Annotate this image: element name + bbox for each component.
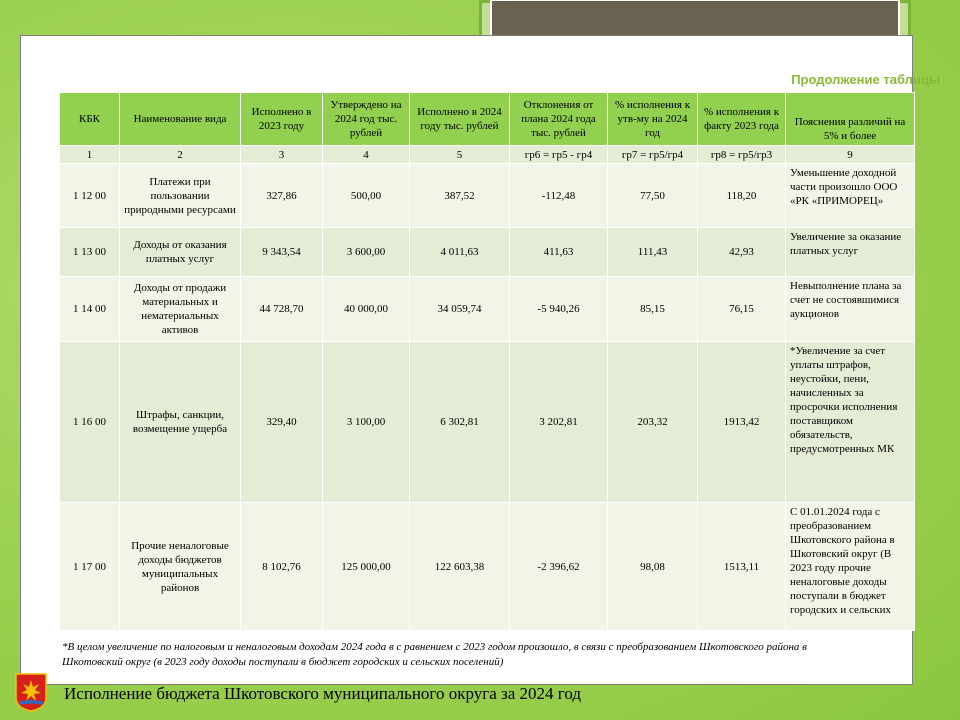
table-cell: 1913,42 bbox=[698, 342, 786, 503]
column-number: 4 bbox=[323, 146, 410, 164]
table-cell: 1 17 00 bbox=[60, 503, 120, 631]
column-number: гр7 = гр5/гр4 bbox=[608, 146, 698, 164]
table-cell: 1 16 00 bbox=[60, 342, 120, 503]
table-cell: 387,52 bbox=[410, 164, 510, 228]
table-row bbox=[60, 277, 915, 342]
table-cell: Штрафы, санкции, возмещение ущерба bbox=[120, 342, 241, 503]
table-cell: 411,63 bbox=[510, 228, 608, 277]
table-cell: 42,93 bbox=[698, 228, 786, 277]
budget-table bbox=[59, 92, 915, 631]
table-cell: 329,40 bbox=[241, 342, 323, 503]
column-number: 3 bbox=[241, 146, 323, 164]
table-cell: Доходы от продажи материальных и нематериальных активов bbox=[120, 277, 241, 342]
table-cell: Платежи при пользовании природными ресурсами bbox=[120, 164, 241, 228]
table-cell: 3 600,00 bbox=[323, 228, 410, 277]
column-number: гр8 = гр5/гр3 bbox=[698, 146, 786, 164]
page-title: Исполнение бюджета Шкотовского муниципального округа за 2024 год bbox=[64, 684, 581, 703]
table-cell: 44 728,70 bbox=[241, 277, 323, 342]
footnote: *В целом увеличение по налоговым и неналоговым доходам 2024 года в с равнением с 2023 годом произошло, в связи с преобразованием Шкотовского района в Шкотовский округ (в 2023 году доходы поступали в бюджет городских и сельских поселений) bbox=[62, 641, 807, 668]
column-number: гр6 = гр5 - гр4 bbox=[510, 146, 608, 164]
table-cell: 1 12 00 bbox=[60, 164, 120, 228]
table-cell: -112,48 bbox=[510, 164, 608, 228]
table-cell: 34 059,74 bbox=[410, 277, 510, 342]
table-cell: 77,50 bbox=[608, 164, 698, 228]
table-cell: -5 940,26 bbox=[510, 277, 608, 342]
table-cell: 203,32 bbox=[608, 342, 698, 503]
header-cell: % исполнения к утв-му на 2024 год bbox=[608, 93, 698, 146]
table-row bbox=[60, 342, 915, 503]
header-cell: Исполнено в 2023 году bbox=[241, 93, 323, 146]
table-cell: 6 302,81 bbox=[410, 342, 510, 503]
header-cell: КБК bbox=[60, 93, 120, 146]
table-cell: 98,08 bbox=[608, 503, 698, 631]
explanation-cell: С 01.01.2024 года с преобразованием Шкотовского района в Шкотовский округ (В 2023 году прочие неналоговые доходы поступали в бюджет городских и сельских bbox=[786, 503, 915, 631]
coat-of-arms-icon bbox=[14, 672, 48, 712]
column-number: 1 bbox=[60, 146, 120, 164]
header-cell: Утверждено на 2024 год тыс. рублей bbox=[323, 93, 410, 146]
table-cell: 76,15 bbox=[698, 277, 786, 342]
explanation-cell: Увеличение за оказание платных услуг bbox=[786, 228, 915, 277]
table-cell: 3 202,81 bbox=[510, 342, 608, 503]
explanation-cell: Невыполнение плана за счет не состоявшимися аукционов bbox=[786, 277, 915, 342]
header-cell: Пояснения различий на 5% и более bbox=[786, 93, 915, 146]
column-number: 2 bbox=[120, 146, 241, 164]
header-cell: % исполнения к факту 2023 года bbox=[698, 93, 786, 146]
explanation-cell: *Увеличение за счет уплаты штрафов, неустойки, пени, начисленных за просрочки исполнения поставщиком обязательств, предусмотренных МК bbox=[786, 342, 915, 503]
table-cell: 85,15 bbox=[608, 277, 698, 342]
header-row bbox=[60, 93, 915, 146]
header-cell: Отклонения от плана 2024 года тыс. рублей bbox=[510, 93, 608, 146]
table-cell: 1 13 00 bbox=[60, 228, 120, 277]
table-cell: 1513,11 bbox=[698, 503, 786, 631]
explanation-cell: Уменьшение доходной части произошло ООО «РК «ПРИМОРЕЦ» bbox=[786, 164, 915, 228]
table-cell: 500,00 bbox=[323, 164, 410, 228]
header-cell: Наименование вида bbox=[120, 93, 241, 146]
table-cell: 4 011,63 bbox=[410, 228, 510, 277]
table-cell: 125 000,00 bbox=[323, 503, 410, 631]
column-number-row bbox=[60, 146, 915, 164]
table-cell: 111,43 bbox=[608, 228, 698, 277]
continuation-label: Продолжение таблицы bbox=[791, 72, 940, 87]
table-row bbox=[60, 228, 915, 277]
header-cell: Исполнено в 2024 году тыс. рублей bbox=[410, 93, 510, 146]
table-row bbox=[60, 503, 915, 631]
table-cell: 8 102,76 bbox=[241, 503, 323, 631]
table-cell: Прочие неналоговые доходы бюджетов муниципальных районов bbox=[120, 503, 241, 631]
table-cell: 118,20 bbox=[698, 164, 786, 228]
table-cell: 40 000,00 bbox=[323, 277, 410, 342]
table-cell: -2 396,62 bbox=[510, 503, 608, 631]
column-number: 9 bbox=[786, 146, 915, 164]
table-cell: 3 100,00 bbox=[323, 342, 410, 503]
table-cell: 122 603,38 bbox=[410, 503, 510, 631]
table-cell: 1 14 00 bbox=[60, 277, 120, 342]
table-cell: Доходы от оказания платных услуг bbox=[120, 228, 241, 277]
column-number: 5 bbox=[410, 146, 510, 164]
table-cell: 9 343,54 bbox=[241, 228, 323, 277]
table-cell: 327,86 bbox=[241, 164, 323, 228]
table-row bbox=[60, 164, 915, 228]
